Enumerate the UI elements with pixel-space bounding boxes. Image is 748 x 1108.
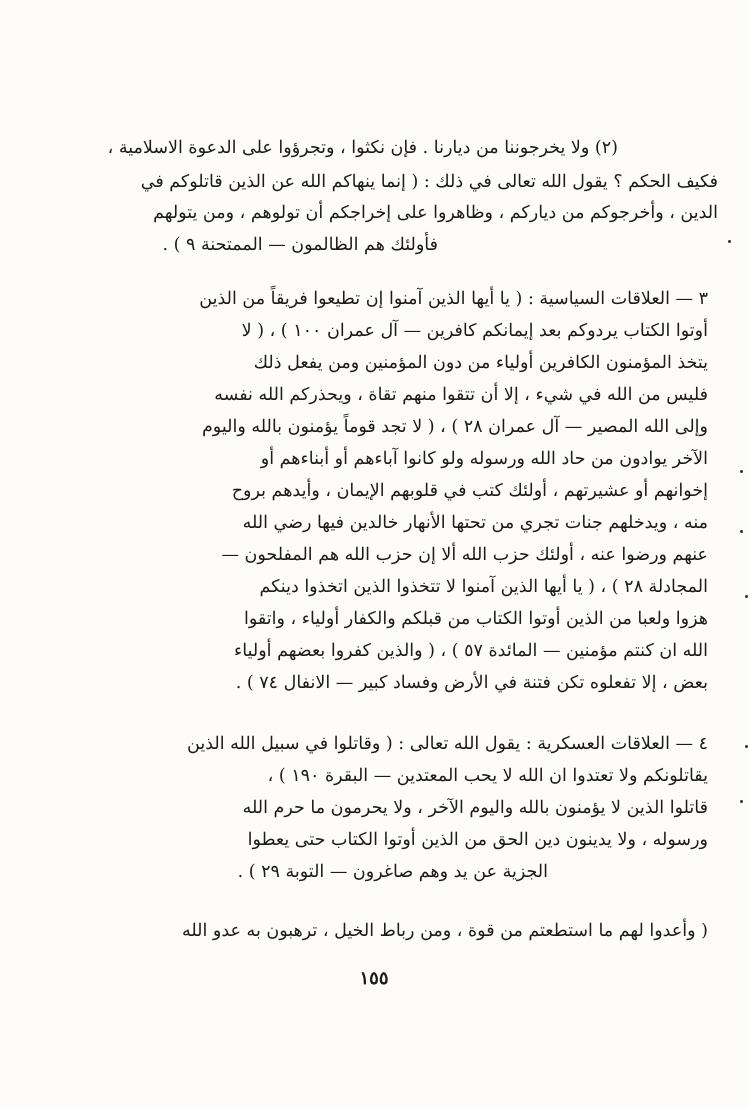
text-line: بعض ، إلا تفعلوه تكن فتنة في الأرض وفساد كبير — الانفال ٧٤ ) . bbox=[235, 673, 708, 693]
text-line: الجزية عن يد وهم صاغرون — التوبة ٢٩ ) . bbox=[237, 862, 548, 882]
text-line: الله ان كنتم مؤمنين — المائدة ٥٧ ) ، ( والذين كفروا بعضهم أولياء bbox=[234, 641, 708, 661]
text-line: يتخذ المؤمنون الكافرين أولياء من دون المؤمنين ومن يفعل ذلك bbox=[253, 353, 708, 373]
text-line: الدين ، وأخرجوكم من دياركم ، وظاهروا على إخراجكم أن تولوهم ، ومن يتولهم bbox=[153, 203, 718, 223]
text-line: (٢) ولا يخرجوننا من ديارنا . فإن نكثوا ، وتجرؤوا على الدعوة الاسلامية ، bbox=[107, 138, 618, 158]
text-line: أوتوا الكتاب يردوكم بعد إيمانكم كافرين — آل عمران ١٠٠ ) ، ( لا bbox=[241, 321, 708, 341]
text-line: يقاتلونكم ولا تعتدوا ان الله لا يحب المعتدين — البقرة ١٩٠ ) ، bbox=[267, 766, 708, 786]
text-line: قاتلوا الذين لا يؤمنون بالله واليوم الآخر ، ولا يحرمون ما حرم الله bbox=[242, 798, 708, 818]
text-line: ٣ — العلاقات السياسية : ( يا أيها الذين آمنوا إن تطيعوا فريقاً من الذين bbox=[199, 289, 708, 309]
scan-speck bbox=[728, 240, 731, 243]
text-line: إخوانهم أو عشيرتهم ، أولئك كتب في قلوبهم الإيمان ، وأيدهم بروح bbox=[231, 481, 708, 501]
text-line: فأولئك هم الظالمون — الممتحنة ٩ ) . bbox=[162, 235, 438, 255]
text-line: هزوا ولعبا من الذين أوتوا الكتاب من قبلكم والكفار أولياء ، واتقوا bbox=[244, 609, 708, 629]
text-line: وإلى الله المصير — آل عمران ٢٨ ) ، ( لا تجد قوماً يؤمنون بالله واليوم bbox=[201, 417, 708, 437]
text-line: فكيف الحكم ؟ يقول الله تعالى في ذلك : ( إنما ينهاكم الله عن الذين قاتلوكم في bbox=[140, 172, 718, 192]
scan-speck bbox=[740, 800, 743, 803]
text-line: منه ، ويدخلهم جنات تجري من تحتها الأنهار خالدين فيها رضي الله bbox=[242, 513, 708, 533]
text-line: ورسوله ، ولا يدينون دين الحق من الذين أوتوا الكتاب حتى يعطوا bbox=[247, 830, 708, 850]
text-line: ٤ — العلاقات العسكرية : يقول الله تعالى : ( وقاتلوا في سبيل الله الذين bbox=[187, 734, 708, 754]
scan-speck bbox=[740, 470, 743, 473]
page-number: ١٥٥ bbox=[359, 968, 389, 989]
scan-speck bbox=[740, 530, 743, 533]
text-line: المجادلة ٢٨ ) ، ( يا أيها الذين آمنوا لا تتخذوا الذين اتخذوا دينكم bbox=[259, 577, 708, 597]
text-line: عنهم ورضوا عنه ، أولئك حزب الله ألا إن حزب الله هم المفلحون — bbox=[221, 545, 708, 565]
text-line: فليس من الله في شيء ، إلا أن تتقوا منهم تقاة ، ويحذركم الله نفسه bbox=[214, 385, 708, 405]
text-line: ( وأعدوا لهم ما استطعتم من قوة ، ومن رباط الخيل ، ترهبون به عدو الله bbox=[181, 921, 708, 941]
text-line: الآخر يوادون من حاد الله ورسوله ولو كانوا آباءهم أو أبناءهم أو bbox=[260, 449, 708, 469]
